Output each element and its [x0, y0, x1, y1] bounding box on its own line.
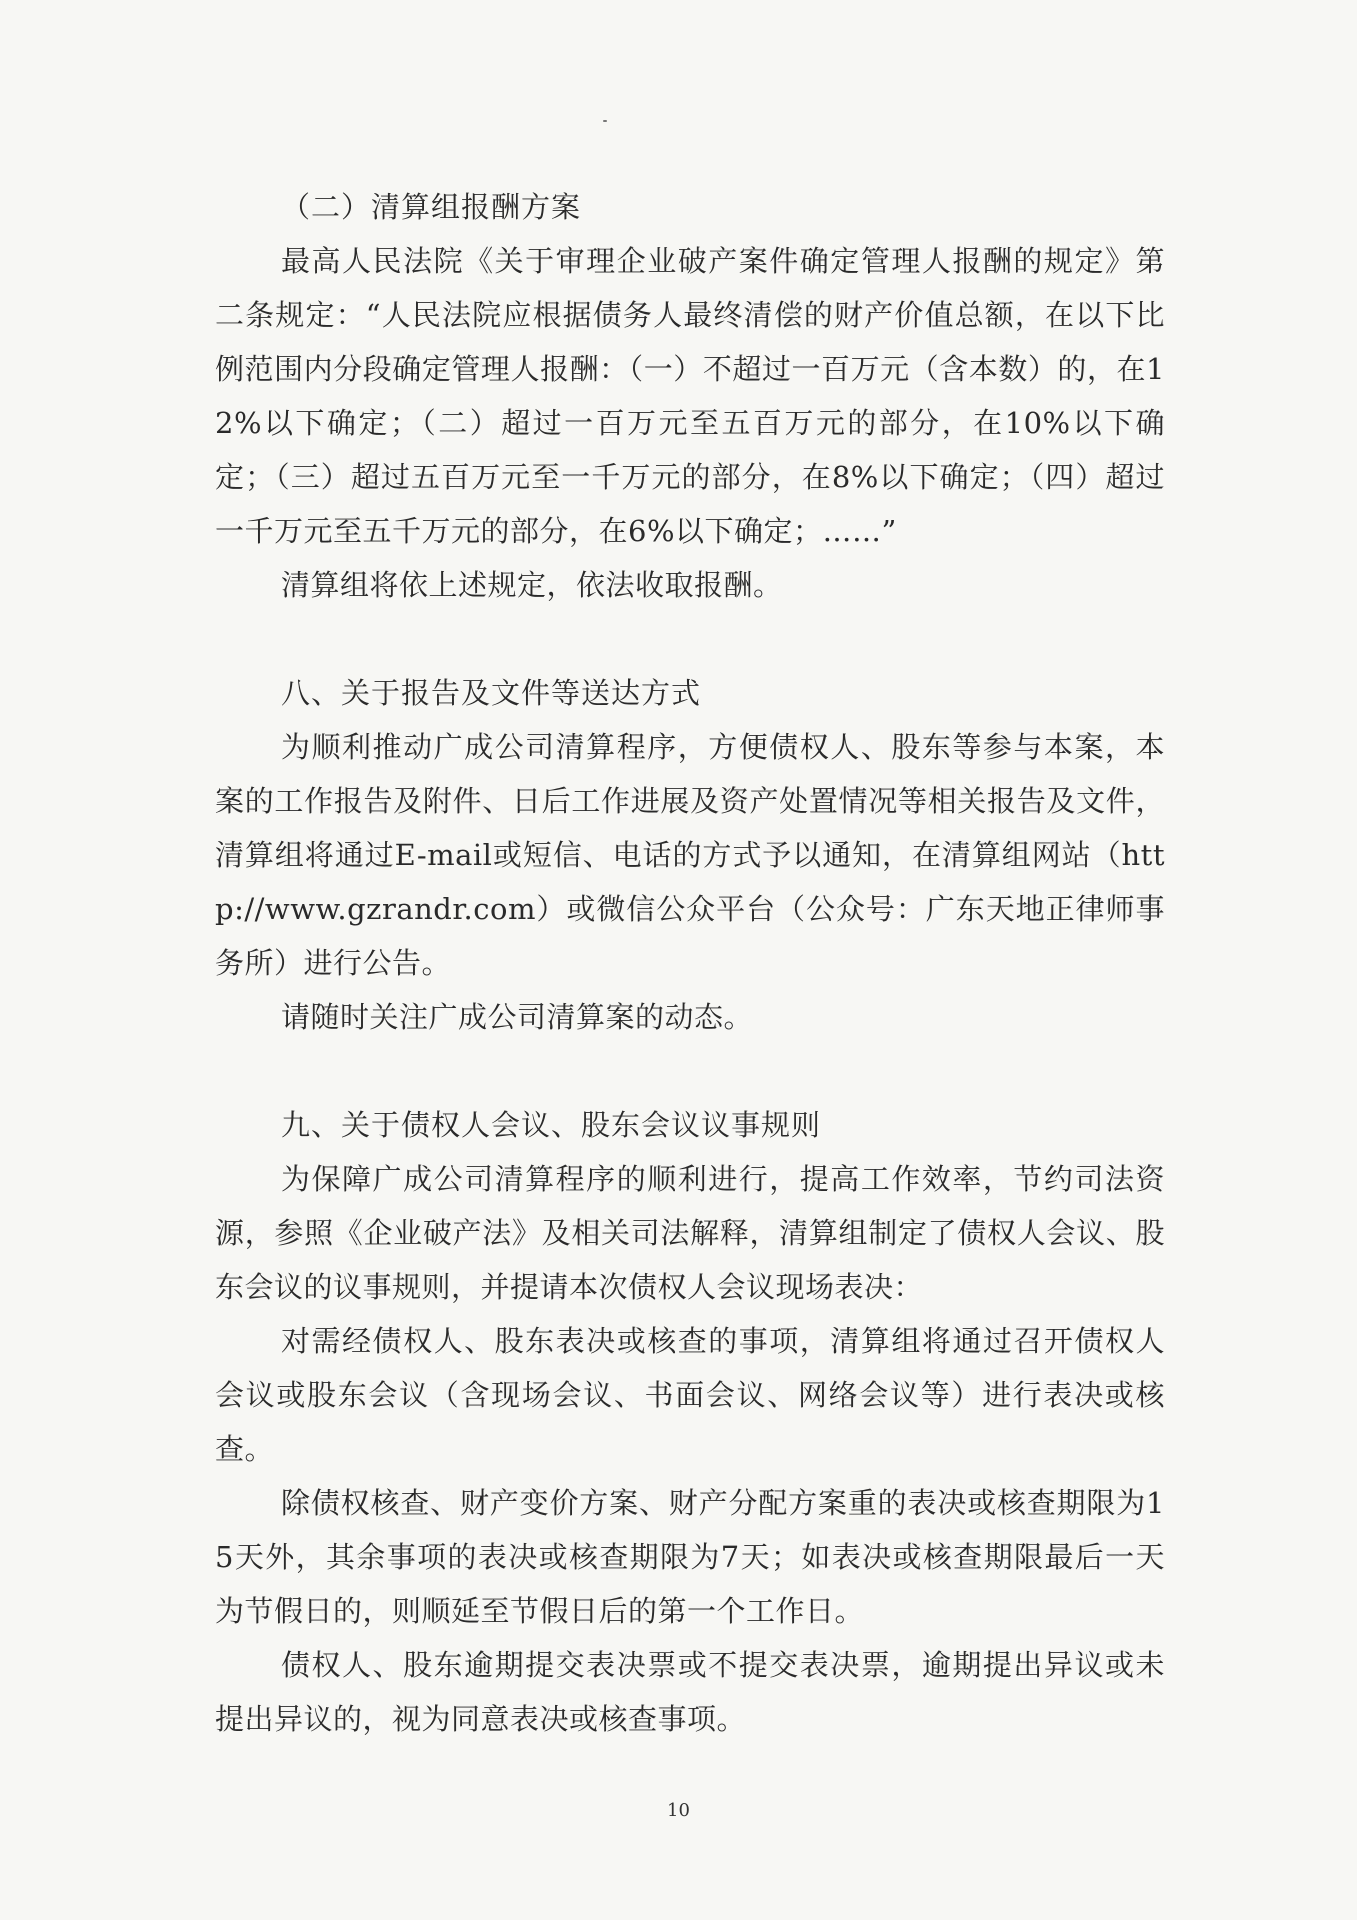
scan-speck — [603, 120, 607, 122]
section-remuneration — [215, 180, 1165, 612]
paragraph: 除债权核查、财产变价方案、财产分配方案重的表决或核查期限为15天外，其余事项的表决或核查期限为7天；如表决或核查期限最后一天为节假日的，则顺延至节假日后的第一个工作日。 — [215, 1486, 1165, 1628]
paragraph: 债权人、股东逾期提交表决票或不提交表决票，逾期提出异议或未提出异议的，视为同意表决或核查事项。 — [215, 1648, 1165, 1736]
section-heading: （二）清算组报酬方案 — [281, 190, 582, 224]
page-number: 10 — [667, 1800, 690, 1821]
section-meeting-rules — [215, 1098, 1165, 1746]
section-heading: 九、关于债权人会议、股东会议议事规则 — [281, 1108, 822, 1142]
paragraph: 为保障广成公司清算程序的顺利进行，提高工作效率，节约司法资源，参照《企业破产法》及相关司法解释，清算组制定了债权人会议、股东会议的议事规则，并提请本次债权人会议现场表决： — [215, 1162, 1165, 1304]
paragraph: 请随时关注广成公司清算案的动态。 — [281, 1000, 754, 1034]
section-heading: 八、关于报告及文件等送达方式 — [281, 676, 702, 710]
section-gap — [215, 1044, 1165, 1098]
paragraph: 最高人民法院《关于审理企业破产案件确定管理人报酬的规定》第二条规定：“人民法院应根据债务人最终清偿的财产价值总额，在以下比例范围内分段确定管理人报酬：（一）不超过一百万元（含本数）的，在12%以下确定；（二）超过一百万元至五百万元的部分，在10%以下确定；（三）超过五百万元至一千万元的部分，在8%以下确定；（四）超过一千万元至五千万元的部分，在6%以下确定；……” — [215, 244, 1165, 548]
document-body — [215, 180, 1165, 1746]
paragraph: 清算组将依上述规定，依法收取报酬。 — [281, 568, 783, 602]
section-gap — [215, 612, 1165, 666]
paragraph: 对需经债权人、股东表决或核查的事项，清算组将通过召开债权人会议或股东会议（含现场会议、书面会议、网络会议等）进行表决或核查。 — [215, 1324, 1165, 1466]
section-delivery-method — [215, 666, 1165, 1044]
paragraph: 为顺利推动广成公司清算程序，方便债权人、股东等参与本案，本案的工作报告及附件、日后工作进展及资产处置情况等相关报告及文件，清算组将通过E-mail或短信、电话的方式予以通知，在清算组网站（http://www.gzrandr.com）或微信公众平台（公众号：广东天地正律师事务所）进行公告。 — [215, 730, 1165, 980]
